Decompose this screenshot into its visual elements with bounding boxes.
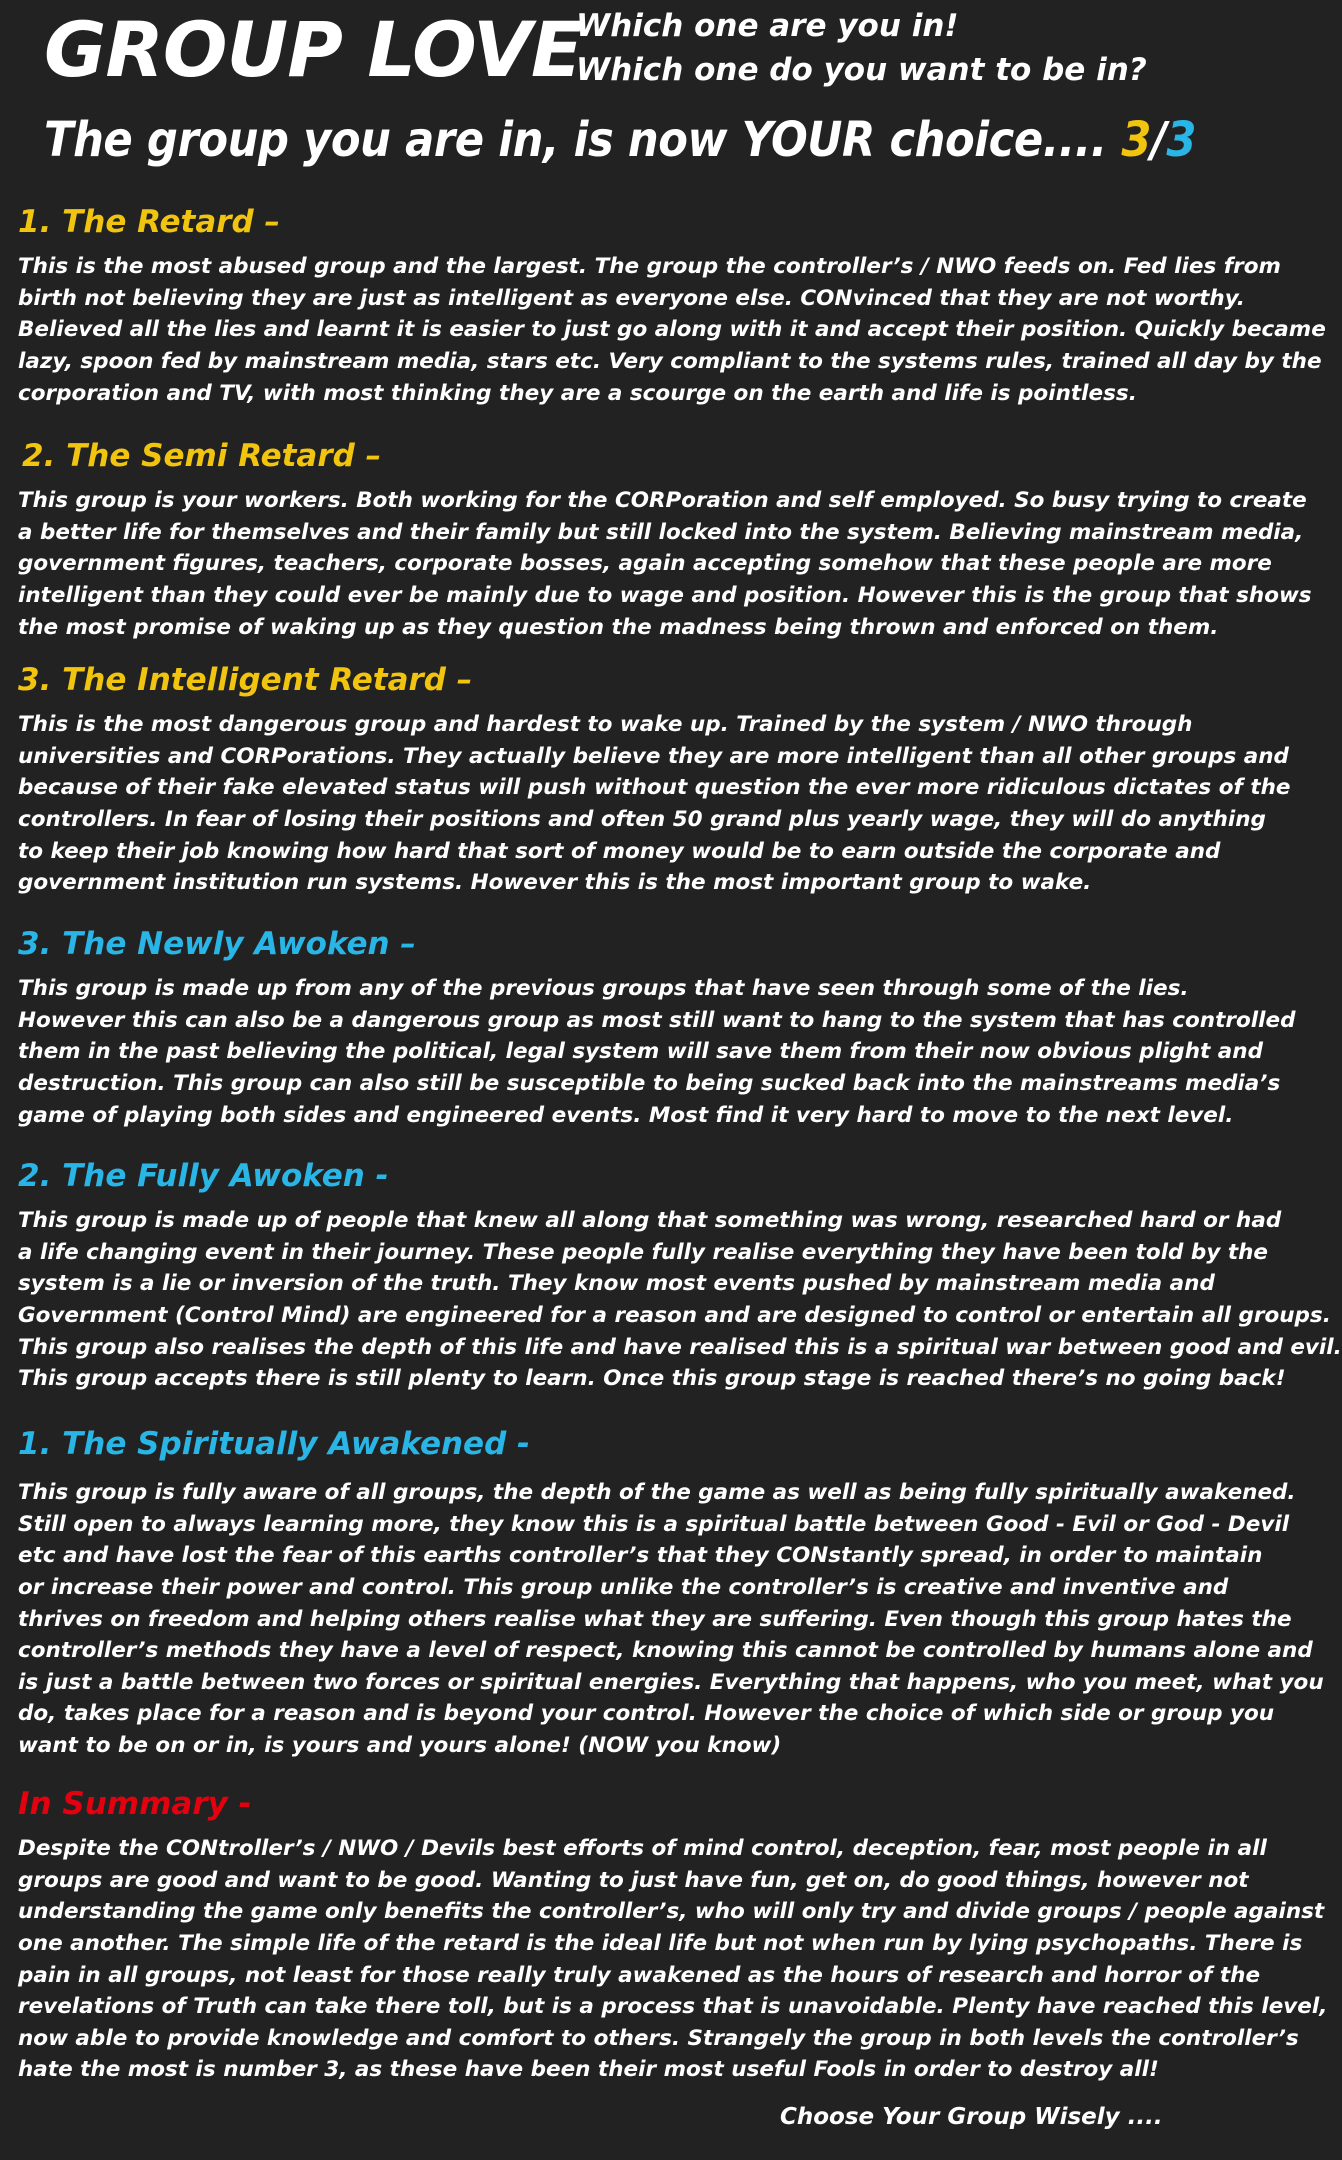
body-line: groups are good and want to be good. Wanting to just have fun, get on, do good things, however not: [18, 1867, 1249, 1893]
tagline-question-2: Which one do you want to be in?: [576, 52, 1147, 88]
section-body: [18, 1477, 1324, 1761]
body-line: the most promise of waking up as they question the madness being thrown and enforced on them.: [18, 614, 1219, 640]
subtitle-text: The group you are in, is now YOUR choice....: [44, 112, 1107, 168]
section-heading: 1. The Spiritually Awakened -: [18, 1426, 530, 1462]
body-line: Believed all the lies and learnt it is easier to just go along with it and accept their position. Quickly became: [18, 317, 1326, 343]
body-line: to keep their job knowing how hard that sort of money would be to earn outside the corporate and: [18, 838, 1221, 864]
page-number-current: 3: [1121, 112, 1151, 168]
body-line: understanding the game only benefits the controller’s, who will only try and divide groups / people against: [18, 1899, 1325, 1925]
section-heading: 3. The Newly Awoken –: [18, 926, 416, 962]
body-line: This group accepts there is still plenty to learn. Once this group stage is reached there’s no going back!: [18, 1366, 1286, 1392]
body-line: etc and have lost the fear of this earths controller’s that they CONstantly spread, in order to maintain: [18, 1543, 1263, 1569]
body-line: government figures, teachers, corporate bosses, again accepting somehow that these people are more: [18, 551, 1272, 577]
body-line: Government (Control Mind) are engineered for a reason and are designed to control or entertain all groups.: [18, 1302, 1331, 1328]
body-line: revelations of Truth can take there toll, but is a process that is unavoidable. Plenty have reached this level,: [18, 1994, 1328, 2020]
body-line: controllers. In fear of losing their positions and often 50 grand plus yearly wage, they will do anything: [18, 806, 1266, 832]
body-line: hate the most is number 3, as these have been their most useful Fools in order to destroy all!: [18, 2057, 1159, 2083]
summary-section: [18, 1786, 1328, 2086]
section-heading: 1. The Retard –: [18, 204, 281, 240]
body-line: corporation and TV, with most thinking they are a scourge on the earth and life is pointless.: [18, 380, 1137, 406]
group-section-newly-awoken: [18, 926, 1296, 1131]
body-line: This group is fully aware of all groups, the depth of the game as well as being fully spiritually awakened.: [18, 1480, 1296, 1506]
closing-line: Choose Your Group Wisely ....: [780, 2104, 1163, 2130]
poster-title: GROUP LOVE: [44, 5, 582, 94]
page-number-slash: /: [1150, 112, 1167, 168]
body-line: This group is made up of people that knew all along that something was wrong, researched hard or had: [18, 1208, 1282, 1234]
group-section-intelligent-retard: [18, 662, 1291, 899]
section-body: [18, 485, 1312, 643]
section-body: [18, 709, 1291, 899]
body-line: However this can also be a dangerous group as most still want to hang to the system that has controlled: [18, 1007, 1296, 1033]
body-line: birth not believing they are just as intelligent as everyone else. CONvinced that they are not worthy.: [18, 285, 1245, 311]
body-line: This is the most dangerous group and hardest to wake up. Trained by the system / NWO through: [18, 712, 1193, 738]
body-line: system is a lie or inversion of the truth. They know most events pushed by mainstream media and: [18, 1271, 1215, 1297]
poster-subtitle: [44, 112, 1196, 168]
body-line: lazy, spoon fed by mainstream media, stars etc. Very compliant to the systems rules, trained all day by the: [18, 348, 1322, 374]
section-body: [18, 1205, 1342, 1395]
body-line: universities and CORPorations. They actually believe they are more intelligent than all other groups and: [18, 743, 1289, 769]
body-line: a better life for themselves and their family but still locked into the system. Believing mainstream media,: [18, 519, 1304, 545]
body-line: destruction. This group can also still be susceptible to being sucked back into the mainstreams media’s: [18, 1070, 1281, 1096]
section-heading: 2. The Semi Retard –: [22, 438, 382, 474]
section-heading: 3. The Intelligent Retard –: [18, 662, 473, 698]
section-body: [18, 973, 1296, 1131]
body-line: because of their fake elevated status will push without question the ever more ridiculous dictates of the: [18, 775, 1291, 801]
body-line: This is the most abused group and the largest. The group the controller’s / NWO feeds on. Fed lies from: [18, 254, 1281, 280]
body-line: now able to provide knowledge and comfort to others. Strangely the group in both levels the controller’s: [18, 2025, 1299, 2051]
body-line: Despite the CONtroller’s / NWO / Devils best efforts of mind control, deception, fear, most people in all: [18, 1836, 1267, 1862]
body-line: Still open to always learning more, they know this is a spiritual battle between Good - Evil or God - Devil: [18, 1511, 1290, 1537]
section-body: [18, 1833, 1328, 2086]
body-line: them in the past believing the political, legal system will save them from their now obvious plight and: [18, 1039, 1263, 1065]
body-line: game of playing both sides and engineered events. Most find it very hard to move to the next level.: [18, 1102, 1234, 1128]
section-body: [18, 251, 1326, 409]
body-line: government institution run systems. However this is the most important group to wake.: [18, 870, 1092, 896]
tagline-question-1: Which one are you in!: [576, 8, 959, 44]
page-number-total: 3: [1166, 112, 1196, 168]
group-section-retard: [18, 204, 1326, 409]
body-line: controller’s methods they have a level of respect, knowing this cannot be controlled by humans alone and: [18, 1638, 1313, 1664]
body-line: intelligent than they could ever be mainly due to wage and position. However this is the group that shows: [18, 582, 1312, 608]
group-section-spiritually-awakened: [18, 1426, 1324, 1762]
body-line: thrives on freedom and helping others realise what they are suffering. Even though this group hates the: [18, 1606, 1292, 1632]
group-section-fully-awoken: [18, 1158, 1342, 1395]
body-line: do, takes place for a reason and is beyond your control. However the choice of which side or group you: [18, 1701, 1275, 1727]
body-line: This group is your workers. Both working for the CORPoration and self employed. So busy trying to create: [18, 488, 1307, 514]
body-line: pain in all groups, not least for those really truly awakened as the hours of research and horror of the: [18, 1962, 1261, 1988]
body-line: is just a battle between two forces or spiritual energies. Everything that happens, who you meet, what you: [18, 1669, 1324, 1695]
body-line: want to be on or in, is yours and yours alone! (NOW you know): [18, 1732, 782, 1758]
body-line: a life changing event in their journey. These people fully realise everything they have been told by the: [18, 1239, 1268, 1265]
group-section-semi-retard: [18, 438, 1312, 643]
section-heading: 2. The Fully Awoken -: [18, 1158, 389, 1194]
body-line: This group also realises the depth of this life and have realised this is a spiritual war between good and evil.: [18, 1334, 1342, 1360]
section-heading: In Summary -: [18, 1786, 252, 1822]
body-line: one another. The simple life of the retard is the ideal life but not when run by lying psychopaths. There is: [18, 1930, 1303, 1956]
body-line: This group is made up from any of the previous groups that have seen through some of the lies.: [18, 976, 1189, 1002]
body-line: or increase their power and control. This group unlike the controller’s is creative and inventive and: [18, 1574, 1229, 1600]
